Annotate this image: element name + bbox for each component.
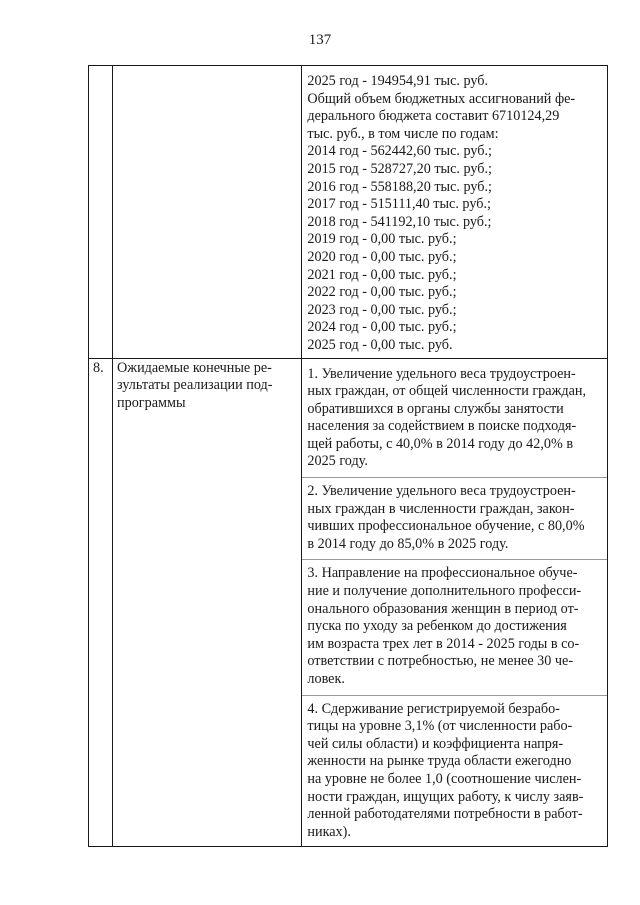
result-line: 1. Увеличение удельного веса трудоустроен- bbox=[307, 365, 576, 382]
results-content-cell bbox=[302, 358, 608, 847]
result-line: ных граждан, от общей численности граждан, bbox=[307, 383, 587, 400]
budget-line: 2023 год - 0,00 тыс. руб.; bbox=[307, 301, 457, 318]
result-item-2 bbox=[302, 478, 607, 560]
budget-line: 2022 год - 0,00 тыс. руб.; bbox=[307, 284, 457, 301]
result-line: им возраста трех лет в 2014 - 2025 годы в со- bbox=[307, 635, 580, 652]
row-label-cell bbox=[113, 358, 302, 847]
result-line: щей работы, с 40,0% в 2014 году до 42,0% в bbox=[307, 435, 574, 452]
row-label-line: зультаты реализации под- bbox=[117, 377, 273, 394]
result-line: ответствии с потребностью, не менее 30 че- bbox=[307, 653, 574, 670]
program-passport-table bbox=[88, 65, 608, 847]
result-line: тицы на уровне 3,1% (от численности рабо- bbox=[307, 718, 573, 735]
budget-line: 2017 год - 515111,40 тыс. руб.; bbox=[307, 196, 491, 213]
budget-line: тыс. руб., в том числе по годам: bbox=[307, 125, 499, 142]
budget-line: 2015 год - 528727,20 тыс. руб.; bbox=[307, 160, 492, 177]
table-row-budget bbox=[89, 66, 608, 359]
result-item-1 bbox=[302, 359, 607, 479]
row-number-cell bbox=[89, 358, 113, 847]
budget-line: 2025 год - 0,00 тыс. руб. bbox=[307, 336, 453, 353]
result-item-4 bbox=[302, 696, 607, 847]
result-line: чей силы области) и коэффициента напря- bbox=[307, 735, 564, 752]
result-item-3 bbox=[302, 560, 607, 695]
budget-line: дерального бюджета составит 6710124,29 bbox=[307, 108, 560, 125]
result-line: в 2014 году до 85,0% в 2025 году. bbox=[307, 535, 509, 552]
row-label-line: Ожидаемые конечные ре- bbox=[117, 359, 272, 376]
budget-text bbox=[302, 66, 607, 358]
budget-line: 2020 год - 0,00 тыс. руб.; bbox=[307, 248, 457, 265]
result-line: 4. Сдерживание регистрируемой безрабо- bbox=[307, 700, 560, 717]
row-label-line: программы bbox=[117, 394, 186, 411]
budget-line: 2021 год - 0,00 тыс. руб.; bbox=[307, 266, 457, 283]
result-line: никах). bbox=[307, 823, 351, 840]
result-line: на уровне не более 1,0 (соотношение числен- bbox=[307, 770, 582, 787]
result-line: населения за содействием в поиске подходя- bbox=[307, 418, 577, 435]
result-line: ние и получение дополнительного професси- bbox=[307, 583, 582, 600]
page-number: 137 bbox=[308, 32, 332, 48]
budget-line: 2014 год - 562442,60 тыс. руб.; bbox=[307, 143, 492, 160]
row-number-cell bbox=[89, 66, 113, 359]
budget-line: 2025 год - 194954,91 тыс. руб. bbox=[307, 73, 489, 89]
result-line: 2. Увеличение удельного веса трудоустроен- bbox=[307, 483, 576, 500]
budget-line: 2018 год - 541192,10 тыс. руб.; bbox=[307, 213, 492, 230]
budget-line: 2024 год - 0,00 тыс. руб.; bbox=[307, 319, 457, 336]
result-line: 3. Направление на профессиональное обуче- bbox=[307, 565, 578, 582]
result-line: ности граждан, ищущих работу, к числу заяв- bbox=[307, 788, 584, 805]
budget-line: Общий объем бюджетных ассигнований фе- bbox=[307, 90, 576, 107]
row-number: 8. bbox=[93, 359, 104, 376]
table-row-expected-results bbox=[89, 358, 608, 847]
budget-content-cell bbox=[302, 66, 608, 359]
result-line: обратившихся в органы службы занятости bbox=[307, 400, 564, 417]
result-line: ловек. bbox=[307, 671, 345, 687]
result-line: чивших профессиональное обучение, с 80,0% bbox=[307, 518, 585, 535]
result-line: 2025 году. bbox=[307, 453, 368, 470]
result-line: ленной работодателями потребности в работ- bbox=[307, 806, 583, 823]
result-line: ных граждан в численности граждан, закон- bbox=[307, 500, 575, 517]
result-line: женности на рынке труда области ежегодно bbox=[307, 753, 572, 770]
budget-line: 2019 год - 0,00 тыс. руб.; bbox=[307, 231, 457, 248]
result-line: онального образования женщин в период от- bbox=[307, 600, 579, 617]
row-label-cell bbox=[113, 66, 302, 359]
result-line: пуска по уходу за ребенком до достижения bbox=[307, 618, 567, 635]
budget-line: 2016 год - 558188,20 тыс. руб.; bbox=[307, 178, 492, 195]
